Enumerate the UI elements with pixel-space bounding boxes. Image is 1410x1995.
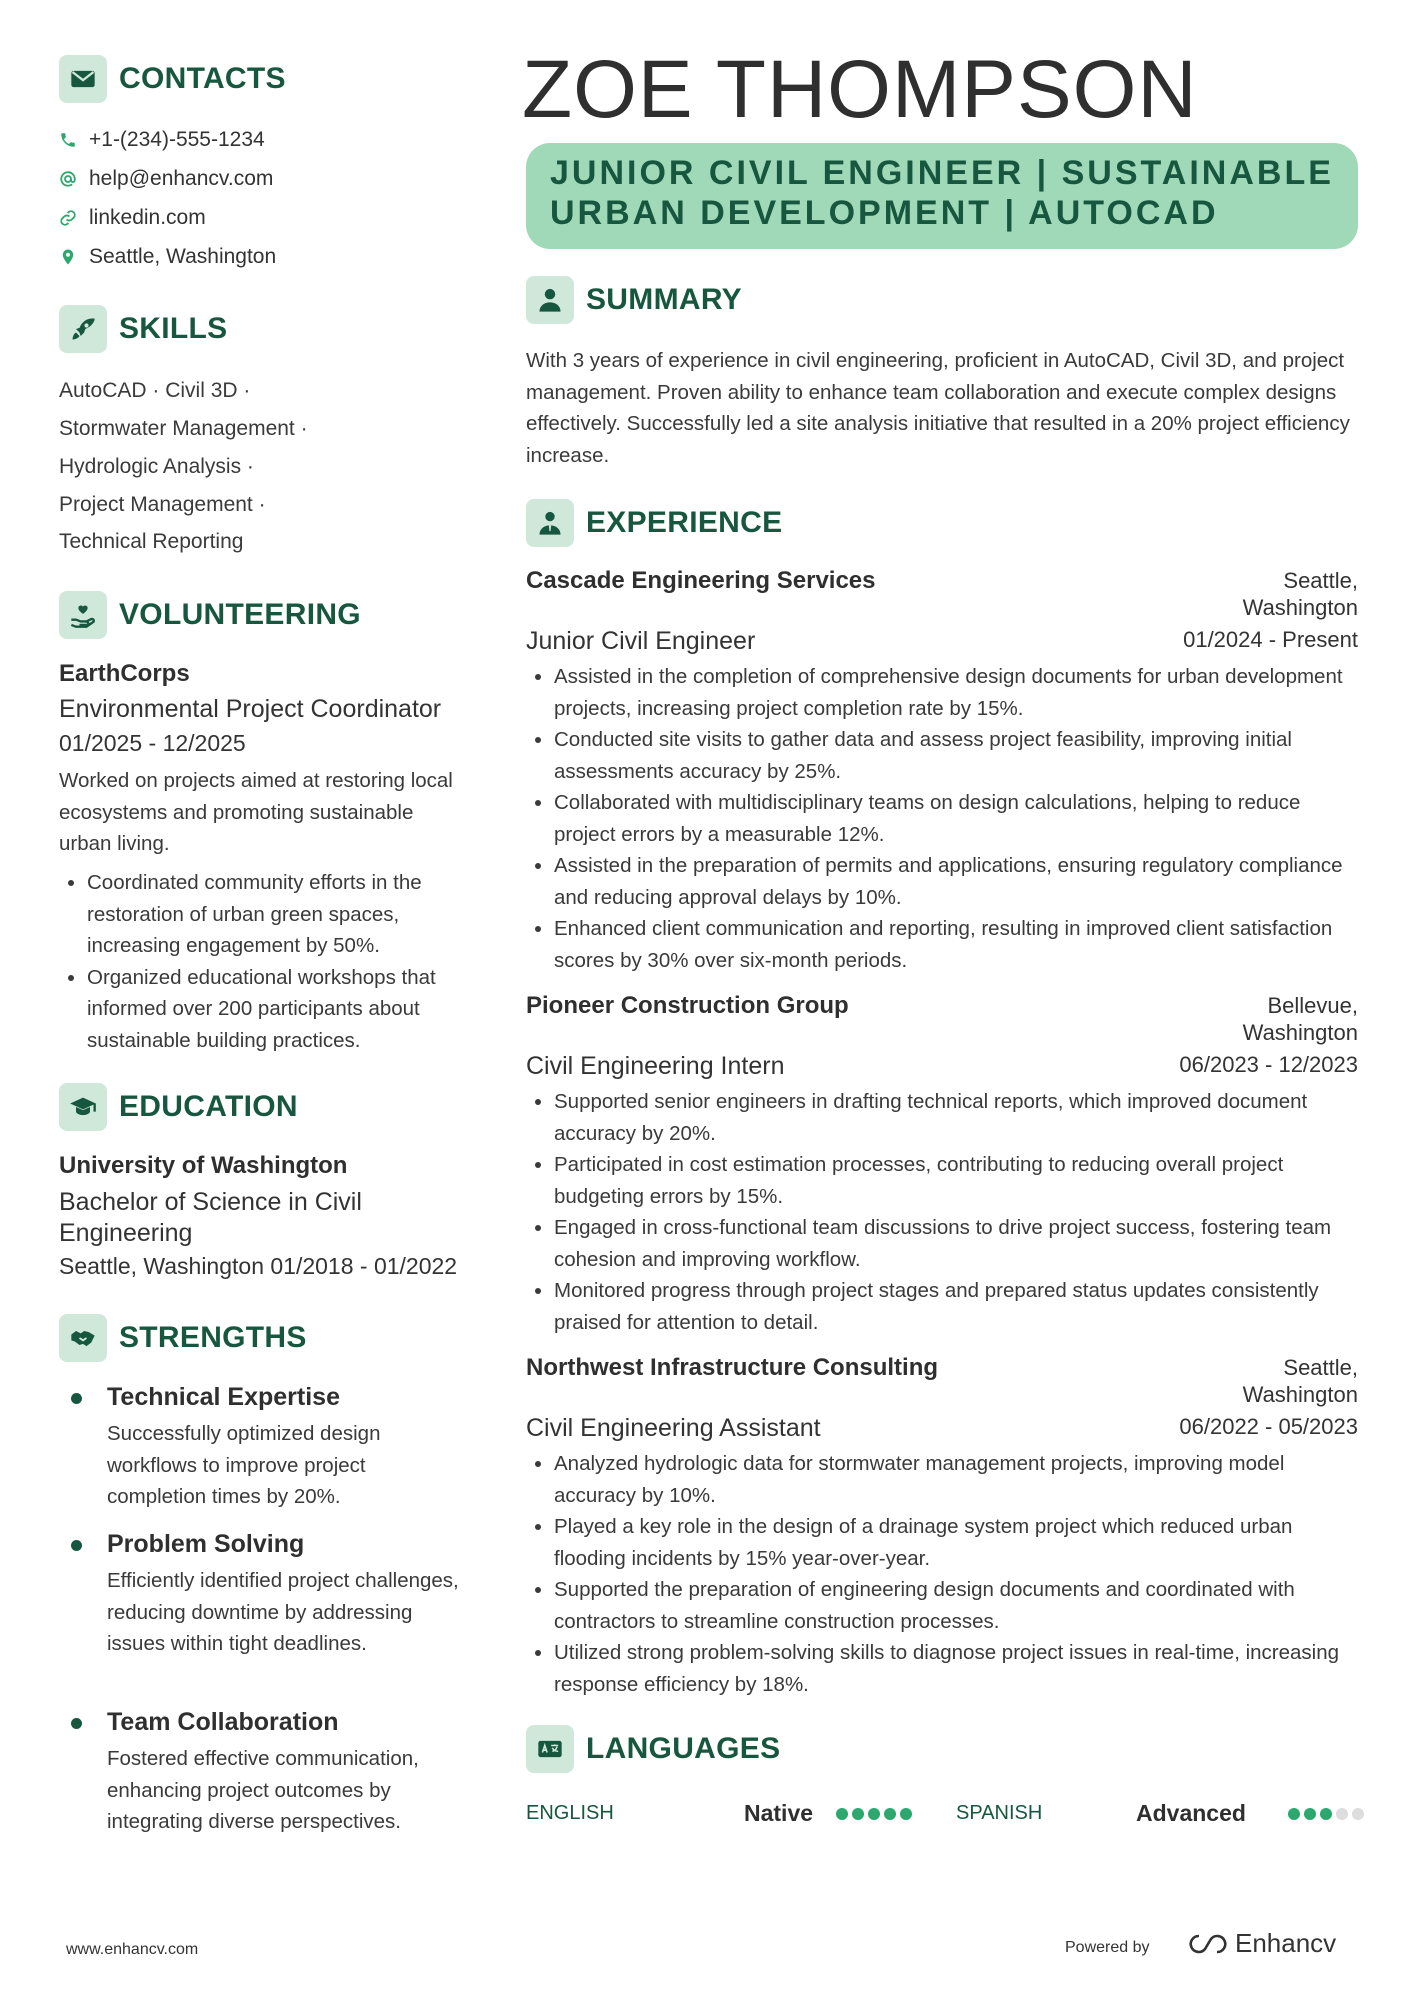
graduation-cap-icon	[59, 1083, 107, 1131]
skills-title: SKILLS	[119, 312, 228, 345]
education-title: EDUCATION	[119, 1090, 298, 1123]
skill-line: Hydrologic Analysis ·	[59, 455, 254, 478]
strength-title: Problem Solving	[107, 1530, 305, 1558]
education-location-dates: Seattle, Washington 01/2018 - 01/2022	[59, 1253, 458, 1279]
enhancv-logo-icon	[1185, 1930, 1231, 1958]
language-row-spanish	[956, 1800, 1358, 1830]
language-dots	[836, 1808, 912, 1820]
job-company: Northwest Infrastructure Consulting	[526, 1354, 939, 1381]
language-row-english	[526, 1800, 920, 1830]
contact-location-text: Seattle, Washington	[89, 245, 277, 268]
contact-phone[interactable]	[59, 128, 265, 152]
strengths-title: STRENGTHS	[119, 1321, 307, 1354]
volunteering-title: VOLUNTEERING	[119, 598, 361, 631]
briefcase-user-icon	[526, 499, 574, 547]
job-location	[1158, 1354, 1358, 1408]
strength-description: Fostered effective communication, enhancing project outcomes by integrating diverse perspectives.	[107, 1747, 419, 1833]
volunteering-description: Worked on projects aimed at restoring local ecosystems and promoting sustainable urban living.	[59, 769, 453, 855]
proficiency-dot-empty	[1336, 1808, 1348, 1820]
job-company: Pioneer Construction Group	[526, 992, 849, 1019]
languages-heading	[526, 1725, 780, 1773]
job-bullet: • Engaged in cross-functional team discussions to drive project success, fostering team cohesion and improving workflow.	[554, 1212, 1358, 1275]
education-heading	[59, 1083, 298, 1131]
proficiency-dot-filled	[884, 1808, 896, 1820]
strength-title: Team Collaboration	[107, 1708, 339, 1736]
job-bullets	[526, 1448, 1358, 1700]
job-location-line: Seattle,	[1283, 1355, 1358, 1380]
job-bullet: • Analyzed hydrologic data for stormwater management projects, improving model accuracy by 10%.	[554, 1448, 1358, 1511]
language-name: ENGLISH	[526, 1802, 614, 1824]
hand-heart-icon	[59, 591, 107, 639]
headline-line: JUNIOR CIVIL ENGINEER | SUSTAINABLE	[550, 154, 1334, 192]
job-location-line: Seattle,	[1283, 568, 1358, 593]
job-location-line: Bellevue,	[1267, 993, 1358, 1018]
strength-description: Efficiently identified project challenges, reducing downtime by addressing issues within tight deadlines.	[107, 1569, 459, 1655]
job-location	[1158, 992, 1358, 1046]
skills-heading	[59, 305, 227, 353]
job-dates: 06/2023 - 12/2023	[1179, 1052, 1358, 1077]
job-bullet: • Supported the preparation of engineering design documents and coordinated with contractors to streamline construction processes.	[554, 1574, 1358, 1637]
job-bullets	[526, 661, 1358, 976]
footer-powered-by: Powered by	[1065, 1939, 1150, 1956]
language-icon	[526, 1725, 574, 1773]
strength-title: Technical Expertise	[107, 1383, 340, 1411]
language-name: SPANISH	[956, 1802, 1043, 1824]
summary-heading	[526, 276, 742, 324]
job-bullet: • Monitored progress through project stages and prepared status updates consistently praised for attention to detail.	[554, 1275, 1358, 1338]
contact-linkedin-text: linkedin.com	[89, 206, 206, 229]
contact-linkedin[interactable]	[59, 206, 206, 230]
headline-text	[550, 153, 1334, 233]
volunteering-bullet: • Organized educational workshops that informed over 200 participants about sustainable building practices.	[87, 962, 479, 1057]
job-company: Cascade Engineering Services	[526, 567, 876, 594]
skill-line: Technical Reporting	[59, 530, 244, 553]
footer-website[interactable]: www.enhancv.com	[66, 1941, 199, 1958]
envelope-icon	[59, 55, 107, 103]
skill-line: Project Management ·	[59, 493, 266, 516]
job-bullet: • Participated in cost estimation processes, contributing to reducing overall project budgeting errors by 15%.	[554, 1149, 1358, 1212]
contact-phone-text: +1-(234)-555-1234	[89, 128, 265, 151]
strengths-heading	[59, 1314, 307, 1362]
job-bullet: • Enhanced client communication and reporting, resulting in improved client satisfaction scores by 30% over six-month periods.	[554, 913, 1358, 976]
language-level: Advanced	[1136, 1800, 1246, 1826]
language-dots	[1288, 1808, 1364, 1820]
languages-title: LANGUAGES	[586, 1732, 781, 1765]
education-degree-line: Bachelor of Science in Civil	[59, 1188, 362, 1216]
contact-email[interactable]	[59, 167, 273, 191]
phone-icon	[59, 131, 77, 149]
education-school: University of Washington	[59, 1152, 348, 1179]
experience-title: EXPERIENCE	[586, 506, 783, 539]
job-bullet: • Collaborated with multidisciplinary teams on design calculations, helping to reduce project errors by a measurable 12%.	[554, 787, 1358, 850]
job-location-line: Washington	[1242, 595, 1358, 620]
headline-line: URBAN DEVELOPMENT | AUTOCAD	[550, 194, 1219, 232]
summary-title: SUMMARY	[586, 283, 742, 316]
contacts-title: CONTACTS	[119, 62, 286, 95]
proficiency-dot-filled	[1304, 1808, 1316, 1820]
volunteering-heading	[59, 591, 361, 639]
user-icon	[526, 276, 574, 324]
proficiency-dot-filled	[836, 1808, 848, 1820]
education-degree-line: Engineering	[59, 1219, 193, 1247]
job-bullet: • Assisted in the preparation of permits and applications, ensuring regulatory compliance and reducing approval delays by 10%.	[554, 850, 1358, 913]
job-dates: 01/2024 - Present	[1183, 627, 1358, 652]
contact-location	[59, 245, 276, 269]
job-location	[1158, 567, 1358, 621]
job-role: Civil Engineering Intern	[526, 1052, 785, 1080]
at-icon	[59, 170, 77, 188]
rocket-icon	[59, 305, 107, 353]
volunteering-role: Environmental Project Coordinator	[59, 695, 442, 723]
volunteering-dates: 01/2025 - 12/2025	[59, 730, 246, 756]
contacts-heading	[59, 55, 286, 103]
summary-text: With 3 years of experience in civil engineering, proficient in AutoCAD, Civil 3D, and project management. Proven ability to enhance team collaboration and execute complex designs effectively. Successfully led a site analysis initiative that resulted in a 20% project efficiency increase.	[526, 349, 1350, 467]
strength-description: Successfully optimized design workflows to improve project completion times by 20%.	[107, 1422, 381, 1508]
job-bullet: • Conducted site visits to gather data and assess project feasibility, improving initial assessments accuracy by 25%.	[554, 724, 1358, 787]
proficiency-dot-filled	[900, 1808, 912, 1820]
proficiency-dot-filled	[868, 1808, 880, 1820]
education-degree	[59, 1187, 362, 1249]
bullet-dot	[71, 1540, 82, 1551]
job-bullet: • Played a key role in the design of a drainage system project which reduced urban flooding incidents by 15% year-over-year.	[554, 1511, 1358, 1574]
contact-email-text: help@enhancv.com	[89, 167, 274, 190]
language-level: Native	[744, 1800, 814, 1826]
experience-heading	[526, 499, 782, 547]
volunteering-bullet: • Coordinated community efforts in the restoration of urban green spaces, increasing engagement by 50%.	[87, 867, 479, 962]
proficiency-dot-empty	[1352, 1808, 1364, 1820]
proficiency-dot-filled	[852, 1808, 864, 1820]
link-icon	[59, 209, 77, 227]
job-location-line: Washington	[1242, 1020, 1358, 1045]
volunteering-bullets	[59, 867, 479, 1056]
job-bullets	[526, 1086, 1358, 1338]
bullet-dot	[71, 1393, 82, 1404]
job-role: Junior Civil Engineer	[526, 627, 756, 655]
headline-banner	[526, 143, 1358, 249]
footer-brand[interactable]	[1185, 1928, 1336, 1959]
job-role: Civil Engineering Assistant	[526, 1414, 821, 1442]
footer-brand-text: Enhancv	[1235, 1928, 1337, 1958]
handshake-icon	[59, 1314, 107, 1362]
proficiency-dot-filled	[1320, 1808, 1332, 1820]
job-bullet: • Assisted in the completion of comprehensive design documents for urban development projects, increasing project completion rate by 15%.	[554, 661, 1358, 724]
job-location-line: Washington	[1242, 1382, 1358, 1407]
candidate-name: ZOE THOMPSON	[522, 44, 1198, 135]
proficiency-dot-filled	[1288, 1808, 1300, 1820]
job-bullet: • Supported senior engineers in drafting technical reports, which improved document accuracy by 20%.	[554, 1086, 1358, 1149]
location-icon	[59, 248, 77, 266]
volunteering-org: EarthCorps	[59, 660, 190, 687]
job-dates: 06/2022 - 05/2023	[1179, 1414, 1358, 1439]
job-bullet: • Utilized strong problem-solving skills to diagnose project issues in real-time, increasing response efficiency by 18%.	[554, 1637, 1358, 1700]
bullet-dot	[71, 1718, 82, 1729]
skill-line: AutoCAD · Civil 3D ·	[59, 379, 251, 402]
skill-line: Stormwater Management ·	[59, 417, 308, 440]
